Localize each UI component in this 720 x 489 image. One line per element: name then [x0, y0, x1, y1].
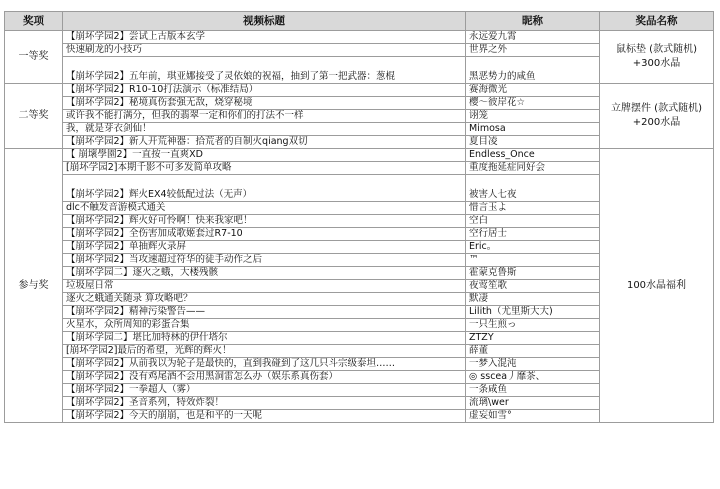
- header-category: 奖项: [5, 12, 63, 31]
- nickname: Mimosa: [466, 123, 600, 136]
- nickname: 重度拖延症同好会: [466, 162, 600, 175]
- nickname: 默凄: [466, 293, 600, 306]
- prize-name: 100水晶福利: [600, 149, 714, 423]
- nickname: 霍蒙克鲁斯: [466, 267, 600, 280]
- video-title: 火星水，众所周知的彩蛋合集: [63, 319, 466, 332]
- nickname: 空白: [466, 215, 600, 228]
- prize-name: 立牌摆件 (款式随机) +200水晶: [600, 84, 714, 149]
- nickname: 虚妄如雪°: [466, 410, 600, 423]
- video-title: 【 崩壞學園2】一直按一直爽XD: [63, 149, 466, 162]
- nickname: 诩笼: [466, 110, 600, 123]
- header-prize: 奖品名称: [600, 12, 714, 31]
- nickname: 一条咸鱼: [466, 384, 600, 397]
- video-title: 【崩坏学园2】全伤害加成歌姬套过R7-10: [63, 228, 466, 241]
- table-row: [5, 84, 714, 97]
- nickname: Eric。: [466, 241, 600, 254]
- video-title: 【崩坏学园2】五年前，琪亚娜接受了灵依娘的祝福，抽到了第一把武器：葱棍: [63, 57, 466, 84]
- header-row: [5, 12, 714, 31]
- nickname: 流璃\wer: [466, 397, 600, 410]
- nickname: 空行居士: [466, 228, 600, 241]
- prize-name: 鼠标垫 (款式随机) +300水晶: [600, 31, 714, 84]
- nickname: Endless_Once: [466, 149, 600, 162]
- video-title: 【崩坏学园二】逐火之蛾，大楼残骸: [63, 267, 466, 280]
- video-title: [崩坏学园2]最后的希望，光辉的辉火！: [63, 345, 466, 358]
- award-category: 一等奖: [5, 31, 63, 84]
- nickname: 一梦入混沌: [466, 358, 600, 371]
- video-title: 【崩坏学园2】秘境真伤套强无敌，烧穿秘境: [63, 97, 466, 110]
- nickname: 黑恶势力的咸鱼: [466, 57, 600, 84]
- table-row: [5, 149, 714, 162]
- nickname: 世界之外: [466, 44, 600, 57]
- video-title: 【崩坏学园二】堪比加特林的伊什塔尔: [63, 332, 466, 345]
- video-title: 【崩坏学园2】单抽辉火录屏: [63, 241, 466, 254]
- video-title: 【崩坏学园2】圣音系列，特效炸裂！: [63, 397, 466, 410]
- nickname: Lilith（尤里斯大大): [466, 306, 600, 319]
- video-title: 【崩坏学园2】精神污染警告——: [63, 306, 466, 319]
- video-title: 或许我不能打满分，但我的翡翠一定和你们的打法不一样: [63, 110, 466, 123]
- video-title: 【崩坏学园2】从前我以为轮子是最快的，直到我碰到了这几只斗宗级泰坦……: [63, 358, 466, 371]
- video-title: dlc不触发音游模式通关: [63, 202, 466, 215]
- awards-table: [4, 11, 714, 423]
- nickname: ™: [466, 254, 600, 267]
- video-title: 【崩坏学园2】没有鸡尾酒不会用黑洞雷怎么办（娱乐系真伤套）: [63, 371, 466, 384]
- video-title: 垃圾屋日常: [63, 280, 466, 293]
- nickname: 樱～彼岸花☆: [466, 97, 600, 110]
- nickname: 惜言玉よ: [466, 202, 600, 215]
- nickname: 夜莺笙歌: [466, 280, 600, 293]
- video-title: 我，就是芽衣剑仙！: [63, 123, 466, 136]
- video-title: 【崩坏学园2】当攻速超过符华的徒手动作之后: [63, 254, 466, 267]
- nickname: 夏目凌: [466, 136, 600, 149]
- video-title: 【崩坏学园2】新人开荒神器：拾荒者的自制火qiang双切: [63, 136, 466, 149]
- nickname: ZTZY: [466, 332, 600, 345]
- nickname: 一只生煎っ: [466, 319, 600, 332]
- video-title: 【崩坏学园2】尝试上古版本玄学: [63, 31, 466, 44]
- video-title: 【崩坏学园2】今天的崩崩，也是和平的一天呢: [63, 410, 466, 423]
- video-title: 【崩坏学园2】辉火EX4较低配过法（无声）: [63, 175, 466, 202]
- nickname: 永远爱九霄: [466, 31, 600, 44]
- video-title: 快速刷龙的小技巧: [63, 44, 466, 57]
- table-body: [5, 31, 714, 423]
- video-title: 【崩坏学园2】辉火好可怜啊！快来我家吧！: [63, 215, 466, 228]
- header-title: 视频标题: [63, 12, 466, 31]
- award-category: 二等奖: [5, 84, 63, 149]
- video-title: [崩坏学园2]本期千影不可多发简单攻略: [63, 162, 466, 175]
- video-title: 逐火之蛾通关随录 算攻略吧？: [63, 293, 466, 306]
- video-title: 【崩坏学园2】R10-10打法演示（标准结局）: [63, 84, 466, 97]
- header-nickname: 昵称: [466, 12, 600, 31]
- nickname: ◎ sscea丿靡茶、: [466, 371, 600, 384]
- table-row: [5, 31, 714, 44]
- awards-table-container: [4, 11, 714, 423]
- video-title: 【崩坏学园2】一拳超人（雾）: [63, 384, 466, 397]
- nickname: 被害人七夜: [466, 175, 600, 202]
- award-category: 参与奖: [5, 149, 63, 423]
- nickname: 赛海微光: [466, 84, 600, 97]
- nickname: 薛董: [466, 345, 600, 358]
